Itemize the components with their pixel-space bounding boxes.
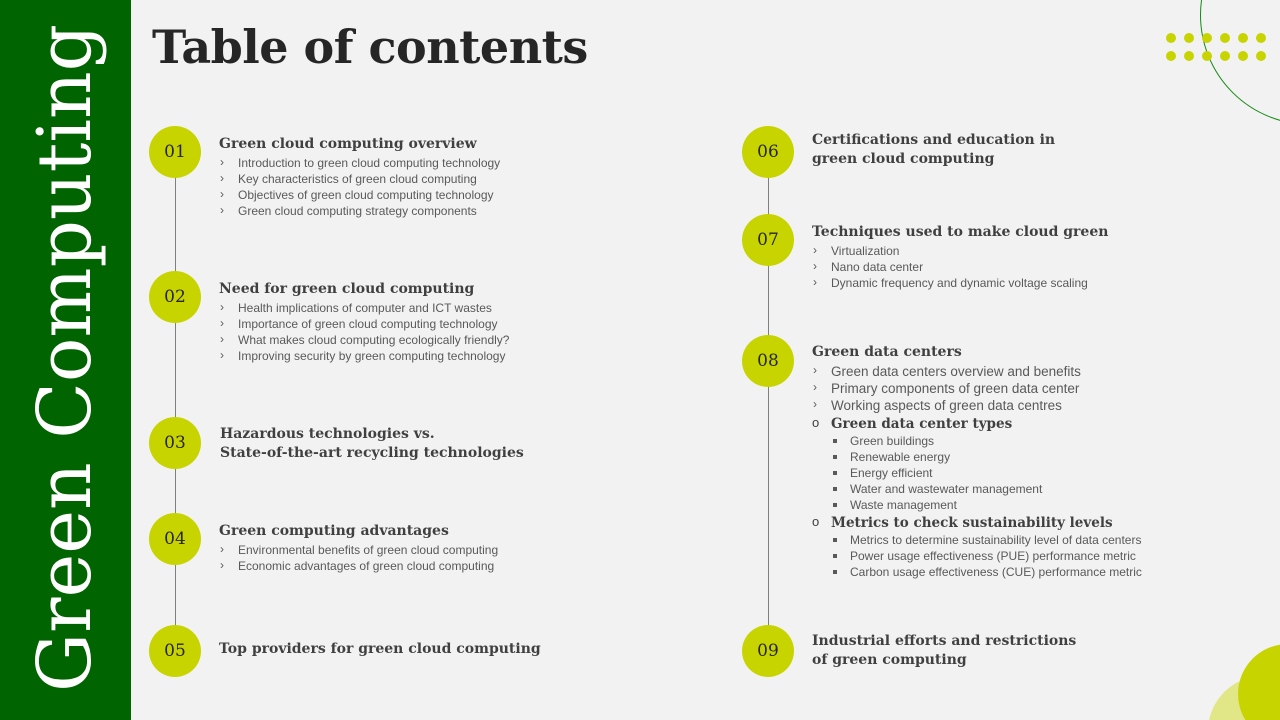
toc-heading-03-line-1[interactable]: Hazardous technologies vs. — [220, 426, 435, 442]
decorative-dot-grid — [1166, 33, 1266, 61]
toc-section-green-data-center-types — [812, 415, 1142, 513]
toc-section-list — [831, 532, 1142, 580]
toc-section-item[interactable]: Carbon usage effectiveness (CUE) performance metric — [831, 564, 1142, 580]
toc-subitem[interactable]: › Importance of green cloud computing technology — [219, 316, 509, 332]
page-title: Table of contents — [152, 20, 588, 74]
decorative-dot — [1166, 33, 1176, 43]
decorative-dot — [1238, 33, 1248, 43]
decorative-leaf-dark — [1238, 644, 1280, 720]
toc-item-09[interactable] — [812, 632, 1076, 670]
toc-subitem[interactable]: › Green data centers overview and benefits — [812, 363, 1142, 380]
decorative-dot — [1238, 51, 1248, 61]
toc-subitem[interactable]: › Objectives of green cloud computing technology — [219, 187, 500, 203]
toc-heading-07[interactable]: Techniques used to make cloud green — [812, 224, 1109, 240]
toc-heading-04[interactable]: Green computing advantages — [219, 523, 449, 539]
toc-heading-03-line-2[interactable]: State-of-the-art recycling technologies — [220, 445, 524, 461]
toc-item-01[interactable] — [219, 135, 500, 219]
toc-heading-08[interactable]: Green data centers — [812, 344, 962, 360]
toc-section-item[interactable]: Metrics to determine sustainability level of data centers — [831, 532, 1142, 548]
decorative-dot — [1256, 51, 1266, 61]
toc-heading-09-line-2[interactable]: of green computing — [812, 652, 967, 668]
toc-item-08[interactable] — [812, 343, 1142, 580]
toc-section-heading[interactable]: Green data center types — [831, 416, 1013, 432]
toc-number-08: 08 — [742, 335, 794, 387]
toc-subitem[interactable]: › Key characteristics of green cloud computing — [219, 171, 500, 187]
toc-item-04[interactable] — [219, 522, 498, 574]
decorative-dot — [1202, 51, 1212, 61]
toc-subitem[interactable]: › Health implications of computer and ICT wastes — [219, 300, 509, 316]
circle-bullet-icon: o — [812, 514, 820, 529]
toc-section-list — [831, 433, 1142, 513]
toc-heading-06-line-2[interactable]: green cloud computing — [812, 151, 995, 167]
toc-heading-09-line-1[interactable]: Industrial efforts and restrictions — [812, 633, 1077, 649]
decorative-dot — [1202, 33, 1212, 43]
circle-bullet-icon: o — [812, 415, 820, 430]
toc-number-06: 06 — [742, 126, 794, 178]
toc-item-05[interactable] — [219, 640, 541, 659]
toc-subitem[interactable]: › What makes cloud computing ecologically friendly? — [219, 332, 509, 348]
toc-sublist-02 — [219, 300, 509, 364]
toc-section-heading[interactable]: Metrics to check sustainability levels — [831, 515, 1113, 531]
toc-subitem[interactable]: › Nano data center — [812, 259, 1108, 275]
toc-sublist-08 — [812, 363, 1142, 414]
decorative-dot — [1220, 33, 1230, 43]
decorative-dot — [1184, 33, 1194, 43]
toc-sublist-07 — [812, 243, 1108, 291]
decorative-dot — [1166, 51, 1176, 61]
toc-heading-05[interactable]: Top providers for green cloud computing — [219, 641, 541, 657]
toc-heading-02[interactable]: Need for green cloud computing — [219, 281, 475, 297]
toc-heading-01[interactable]: Green cloud computing overview — [219, 136, 477, 152]
decorative-dot — [1220, 51, 1230, 61]
toc-sublist-01 — [219, 155, 500, 219]
toc-heading-06-line-1[interactable]: Certifications and education in — [812, 132, 1056, 148]
decorative-circle-outline — [1200, 0, 1280, 125]
toc-number-04: 04 — [149, 513, 201, 565]
toc-number-09: 09 — [742, 625, 794, 677]
toc-item-07[interactable] — [812, 223, 1108, 291]
toc-subitem[interactable]: › Economic advantages of green cloud computing — [219, 558, 498, 574]
toc-number-03: 03 — [149, 417, 201, 469]
toc-item-02[interactable] — [219, 280, 509, 364]
toc-section-metrics — [812, 514, 1142, 580]
toc-subitem[interactable]: › Primary components of green data center — [812, 380, 1142, 397]
toc-subitem[interactable]: › Virtualization — [812, 243, 1108, 259]
toc-number-07: 07 — [742, 214, 794, 266]
toc-number-02: 02 — [149, 271, 201, 323]
toc-subitem[interactable]: › Working aspects of green data centres — [812, 397, 1142, 414]
toc-section-item[interactable]: Waste management — [831, 497, 1142, 513]
toc-item-06[interactable] — [812, 131, 1055, 169]
toc-number-05: 05 — [149, 625, 201, 677]
sidebar-title: Green Computing — [22, 23, 108, 693]
toc-section-item[interactable]: Energy efficient — [831, 465, 1142, 481]
toc-number-01: 01 — [149, 126, 201, 178]
toc-subitem[interactable]: › Green cloud computing strategy components — [219, 203, 500, 219]
sidebar — [0, 0, 131, 720]
toc-section-item[interactable]: Power usage effectiveness (PUE) performance metric — [831, 548, 1142, 564]
toc-section-item[interactable]: Renewable energy — [831, 449, 1142, 465]
decorative-dot — [1256, 33, 1266, 43]
toc-sublist-04 — [219, 542, 498, 574]
toc-section-item[interactable]: Water and wastewater management — [831, 481, 1142, 497]
toc-section-item[interactable]: Green buildings — [831, 433, 1142, 449]
toc-item-03[interactable] — [220, 425, 524, 463]
toc-subitem[interactable]: › Dynamic frequency and dynamic voltage scaling — [812, 275, 1108, 291]
toc-subitem[interactable]: › Environmental benefits of green cloud computing — [219, 542, 498, 558]
decorative-dot — [1184, 51, 1194, 61]
toc-subitem[interactable]: › Improving security by green computing technology — [219, 348, 509, 364]
left-timeline-line — [175, 152, 176, 652]
toc-subitem[interactable]: › Introduction to green cloud computing technology — [219, 155, 500, 171]
